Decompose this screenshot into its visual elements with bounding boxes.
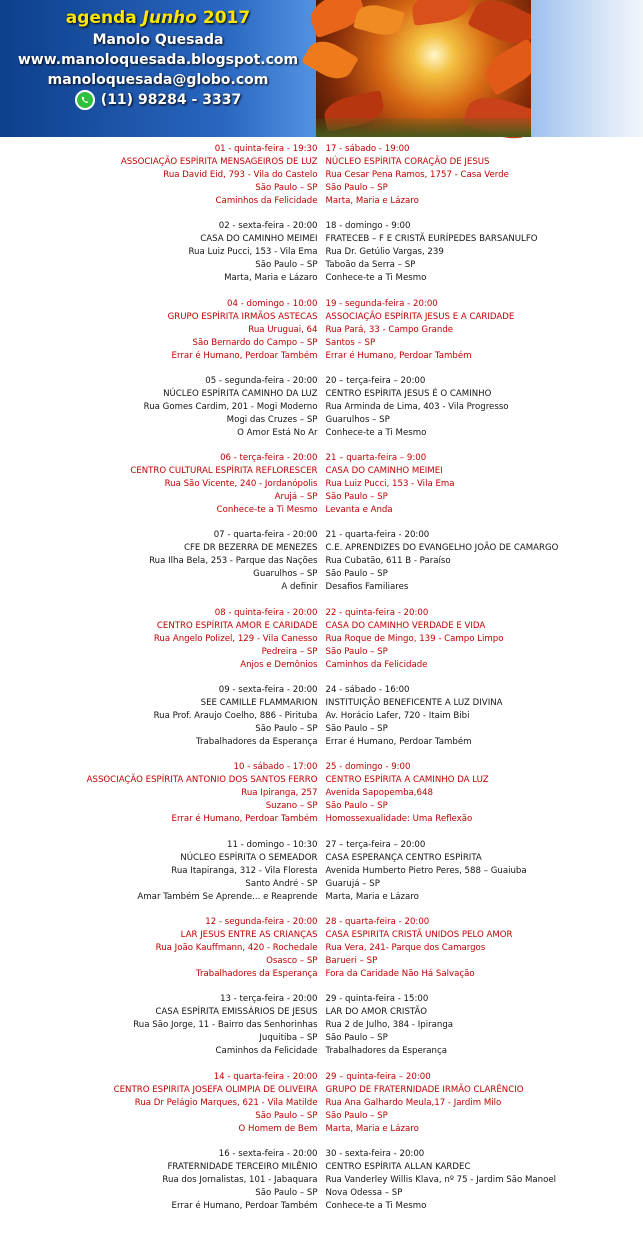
event-city: Nova Odessa – SP: [325, 1187, 403, 1198]
event-theme: Conhece-te a Ti Mesmo: [325, 273, 427, 284]
event-date: 07 - quarta-feira - 20:00: [213, 530, 318, 541]
event-date: 18 - domingo - 9:00: [325, 221, 411, 232]
event-right: [322, 916, 643, 979]
event-date: 01 - quinta-feira - 19:30: [214, 144, 318, 154]
event-date: 29 - quinta-feira - 15:00: [325, 994, 429, 1005]
event-date: 10 - sábado - 17:00: [233, 762, 318, 773]
event-address: Rua João Kauffmann, 420 - Rochedale: [155, 942, 318, 953]
event-left: [0, 839, 322, 902]
event-date: 24 - sábado - 16:00: [325, 685, 410, 696]
event-city: São Paulo – SP: [255, 1187, 318, 1198]
event-venue: CENTRO ESPÍRITA ALLAN KARDEC: [325, 1161, 471, 1172]
agenda-block: [0, 143, 643, 206]
event-city: Guarulhos – SP: [325, 414, 390, 425]
agenda-block: [0, 220, 643, 284]
event-venue: CFE DR BEZERRA DE MENEZES: [183, 543, 318, 554]
event-address: Rua São Vicente, 240 - Jordanópolis: [164, 479, 318, 490]
event-theme: Conhece-te a Ti Mesmo: [216, 505, 318, 516]
event-theme: Caminhos da Felicidade: [215, 1046, 318, 1057]
event-city: Arujá – SP: [274, 492, 318, 503]
agenda-block: [0, 1148, 643, 1211]
agenda-block: [0, 916, 643, 979]
event-address: Rua Angelo Polizel, 129 - Vila Canesso: [153, 633, 318, 644]
event-address: Rua Ana Galhardo Meula,17 - Jardim Milo: [325, 1097, 502, 1108]
whatsapp-icon: [75, 90, 95, 110]
event-date: 25 - domingo - 9:00: [325, 762, 411, 773]
event-venue: NÚCLEO ESPÍRITA O SEMEADOR: [180, 852, 318, 863]
event-address: Rua 2 de Julho, 384 - Ipiranga: [325, 1020, 454, 1031]
agenda-block: [0, 607, 643, 670]
event-date: 28 - quarta-feira - 20:00: [325, 916, 430, 927]
event-city: Barueri – SP: [325, 955, 378, 966]
event-address: Rua Pará, 33 - Campo Grande: [325, 324, 454, 335]
event-theme: Errar é Humano, Perdoar Também: [171, 350, 318, 361]
event-city: São Paulo – SP: [325, 492, 388, 503]
event-venue: NÚCLEO ESPÍRITA CAMINHO DA LUZ: [163, 388, 318, 399]
event-date: 27 – terça-feira – 20:00: [325, 839, 426, 850]
event-address: Rua Arminda de Lima, 403 - Vila Progresso: [325, 401, 509, 412]
header-banner: [0, 0, 643, 137]
event-theme: Marta, Maria e Lázaro: [224, 273, 318, 284]
event-left: [0, 452, 322, 516]
event-date: 05 - segunda-feira - 20:00: [205, 375, 318, 386]
event-theme: Conhece-te a Ti Mesmo: [325, 1200, 427, 1211]
event-venue: ASSOCIAÇÃO ESPÍRITA ANTONIO DOS SANTOS FERRO: [86, 775, 318, 786]
event-venue: NÚCLEO ESPÍRITA CORAÇÃO DE JESUS: [325, 157, 490, 167]
event-theme: Marta, Maria e Lázaro: [325, 891, 419, 902]
event-city: São Paulo – SP: [255, 1110, 318, 1121]
event-address: Rua Vanderley Willis Klava, nº 75 - Jardim São Manoel: [325, 1174, 557, 1185]
event-date: 02 - sexta-feira - 20:00: [218, 221, 318, 232]
event-address: Av. Horácio Lafer, 720 - Itaim Bibi: [325, 711, 470, 722]
phone-line: [0, 90, 316, 110]
event-venue: LAR DO AMOR CRISTÃO: [325, 1007, 427, 1018]
event-theme: Levanta e Anda: [325, 505, 393, 516]
event-city: São Paulo – SP: [255, 183, 318, 193]
event-city: Guarulhos – SP: [253, 569, 318, 580]
event-left: [0, 916, 322, 979]
event-address: Rua Gomes Cardim, 201 - Mogi Moderno: [143, 401, 318, 412]
event-city: Taboão da Serra – SP: [325, 260, 416, 271]
agenda-block: [0, 839, 643, 902]
title-month: Junho: [142, 8, 197, 28]
agenda-block: [0, 993, 643, 1057]
event-date: 20 – terça-feira – 20:00: [325, 375, 426, 386]
event-venue: FRATECEB – F E CRISTÃ EURÍPEDES BARSANULFO: [325, 234, 538, 245]
event-left: [0, 684, 322, 748]
event-address: Rua Vera, 241- Parque dos Camargos: [325, 942, 486, 953]
event-venue: CASA DO CAMINHO MEIMEI: [200, 234, 318, 245]
agenda-block: [0, 684, 643, 748]
event-address: Rua David Eid, 793 - Vila do Castelo: [163, 170, 318, 180]
event-theme: Errar é Humano, Perdoar Também: [325, 350, 472, 361]
event-theme: O Amor Está No Ar: [237, 427, 318, 438]
event-date: 29 – quinta-feira – 20:00: [325, 1071, 431, 1082]
event-address: Rua Ilha Bela, 253 - Parque das Nações: [149, 556, 318, 567]
event-address: Rua Cesar Pena Ramos, 1757 - Casa Verde: [325, 170, 509, 180]
event-city: São Paulo – SP: [325, 724, 388, 735]
event-city: Suzano – SP: [265, 801, 318, 812]
event-city: São Paulo – SP: [325, 646, 388, 657]
event-theme: Trabalhadores da Esperança: [196, 968, 318, 979]
event-date: 17 - sábado - 19:00: [325, 144, 410, 154]
event-city: São Paulo – SP: [325, 1033, 388, 1044]
event-date: 19 - segunda-feira - 20:00: [325, 298, 438, 309]
event-venue: CASA ESPIRITA CRISTÃ UNIDOS PELO AMOR: [325, 929, 513, 940]
event-right: [322, 607, 643, 670]
event-venue: ASSOCIAÇÃO ESPÍRITA MENSAGEIROS DE LUZ: [120, 157, 318, 167]
event-venue: CASA ESPÍRITA EMISSÁRIOS DE JESUS: [155, 1007, 318, 1018]
event-theme: Errar é Humano, Perdoar Também: [325, 737, 472, 748]
event-left: [0, 1071, 322, 1134]
event-city: São Paulo – SP: [325, 569, 388, 580]
event-date: 16 - sexta-feira - 20:00: [218, 1148, 318, 1159]
phone-number: (11) 98284 - 3337: [100, 92, 242, 108]
event-right: [322, 1148, 643, 1211]
agenda-block: [0, 761, 643, 825]
event-right: [322, 143, 643, 206]
event-date: 08 - quinta-feira - 20:00: [214, 607, 318, 618]
event-city: Pedreira – SP: [261, 646, 318, 657]
event-city: Santo André - SP: [245, 878, 318, 889]
event-theme: Errar é Humano, Perdoar Também: [171, 814, 318, 825]
event-date: 06 - terça-feira - 20:00: [220, 453, 318, 464]
event-venue: CENTRO ESPÍRITA JESUS É O CAMINHO: [325, 388, 492, 399]
event-theme: Anjos e Demônios: [240, 659, 318, 670]
event-date: 21 – quarta-feira – 9:00: [325, 453, 427, 464]
event-address: Rua Luiz Pucci, 153 - Vila Ema: [188, 247, 318, 258]
event-date: 09 - sexta-feira - 20:00: [218, 685, 318, 696]
event-left: [0, 298, 322, 361]
event-date: 04 - domingo - 10:00: [227, 298, 318, 309]
blog-url[interactable]: www.manoloquesada.blogspot.com: [17, 52, 299, 68]
event-theme: Desafios Familiares: [325, 582, 409, 593]
event-venue: GRUPO DE FRATERNIDADE IRMÃO CLARÊNCIO: [325, 1084, 524, 1095]
event-venue: FRATERNIDADE TERCEIRO MILÊNIO: [167, 1161, 318, 1172]
event-address: Rua Itapiranga, 312 - Vila Floresta: [171, 865, 318, 876]
event-theme: Amar Também Se Aprende... e Reaprende: [137, 891, 318, 902]
header-text: [0, 6, 316, 110]
event-city: São Paulo – SP: [255, 724, 318, 735]
event-left: [0, 607, 322, 670]
event-venue: CENTRO CULTURAL ESPÍRITA REFLORESCER: [130, 466, 318, 477]
event-city: Mogi das Cruzes – SP: [226, 414, 318, 425]
event-right: [322, 839, 643, 902]
event-city: Osasco – SP: [266, 955, 318, 966]
event-city: São Paulo – SP: [325, 801, 388, 812]
event-venue: C.E. APRENDIZES DO EVANGELHO JOÃO DE CAMARGO: [325, 543, 559, 554]
event-theme: Caminhos da Felicidade: [325, 659, 428, 670]
event-venue: CENTRO ESPÍRITA AMOR E CARIDADE: [156, 620, 318, 631]
event-right: [322, 993, 643, 1057]
event-address: Avenida Humberto Pietro Peres, 588 – Guaiuba: [325, 865, 527, 876]
event-address: Rua Dr. Getúlio Vargas, 239: [325, 247, 444, 258]
page-title: [0, 6, 316, 30]
event-venue: CASA ESPERANÇA CENTRO ESPÍRITA: [325, 852, 482, 863]
event-right: [322, 375, 643, 438]
event-left: [0, 375, 322, 438]
event-theme: Errar é Humano, Perdoar Também: [171, 1200, 318, 1211]
agenda-block: [0, 1071, 643, 1134]
event-theme: A definir: [281, 582, 318, 593]
agenda-block: [0, 298, 643, 361]
event-right: [322, 452, 643, 516]
event-address: Rua Dr Pelágio Marques, 621 - Vila Matilde: [134, 1097, 318, 1108]
event-venue: SEE CAMILLE FLAMMARION: [200, 698, 318, 709]
event-address: Rua São Jorge, 11 - Bairro das Senhorinhas: [133, 1020, 318, 1031]
event-left: [0, 143, 322, 206]
event-date: 13 - terça-feira - 20:00: [220, 994, 318, 1005]
title-year: 2017: [202, 8, 251, 28]
event-left: [0, 761, 322, 825]
event-theme: Conhece-te a Ti Mesmo: [325, 427, 427, 438]
event-theme: Marta, Maria e Lázaro: [325, 1123, 419, 1134]
agenda-block: [0, 452, 643, 516]
event-venue: INSTITUIÇÃO BENEFICENTE A LUZ DIVINA: [325, 698, 503, 709]
event-right: [322, 529, 643, 593]
event-date: 30 - sexta-feira - 20:00: [325, 1148, 425, 1159]
agenda-block: [0, 375, 643, 438]
event-left: [0, 220, 322, 284]
event-theme: Homossexualidade: Uma Reflexão: [325, 814, 473, 825]
event-city: São Paulo – SP: [255, 260, 318, 271]
event-address: Rua dos Jornalistas, 101 - Jabaquara: [162, 1174, 318, 1185]
event-date: 12 - segunda-feira - 20:00: [205, 916, 318, 927]
event-left: [0, 1148, 322, 1211]
event-venue: GRUPO ESPÍRITA IRMÃOS ASTECAS: [167, 311, 318, 322]
event-date: 14 - quarta-feira - 20:00: [213, 1071, 318, 1082]
event-address: Rua Prof. Araujo Coelho, 886 - Pirituba: [153, 711, 318, 722]
event-right: [322, 298, 643, 361]
agenda-block: [0, 529, 643, 593]
event-address: Avenida Sapopemba,648: [325, 788, 433, 799]
event-theme: Fora da Caridade Não Há Salvação: [325, 968, 475, 979]
title-prefix: agenda: [65, 8, 137, 28]
event-venue: CENTRO ESPÍRITA A CAMINHO DA LUZ: [325, 775, 489, 786]
event-theme: Trabalhadores da Esperança: [325, 1046, 447, 1057]
header-sky-fade: [531, 0, 643, 137]
agenda-list: [0, 143, 643, 1225]
event-city: Guarujá – SP: [325, 878, 380, 889]
event-city: São Bernardo do Campo – SP: [192, 337, 318, 348]
author-name: Manolo Quesada: [92, 32, 224, 48]
event-city: Santos – SP: [325, 337, 376, 348]
event-venue: ASSOCIAÇÃO ESPÍRITA JESUS E A CARIDADE: [325, 311, 515, 322]
event-venue: CASA DO CAMINHO VERDADE E VIDA: [325, 620, 486, 631]
event-venue: CENTRO ESPIRITA JOSEFA OLIMPIA DE OLIVEIRA: [113, 1084, 318, 1095]
event-theme: O Homem de Bem: [238, 1123, 318, 1134]
event-right: [322, 220, 643, 284]
event-address: Rua Uruguai, 64: [248, 324, 318, 335]
autumn-leaves-photo: [316, 0, 531, 137]
event-city: Juquitiba – SP: [259, 1033, 318, 1044]
event-left: [0, 993, 322, 1057]
event-address: Rua Luiz Pucci, 153 - Vila Ema: [325, 479, 455, 490]
event-right: [322, 684, 643, 748]
event-city: São Paulo – SP: [325, 1110, 388, 1121]
event-venue: LAR JESUS ENTRE AS CRIANÇAS: [180, 929, 318, 940]
event-left: [0, 529, 322, 593]
event-theme: Trabalhadores da Esperança: [196, 737, 318, 748]
email-address[interactable]: manoloquesada@globo.com: [47, 72, 269, 88]
event-date: 11 - domingo - 10:30: [227, 839, 318, 850]
event-theme: Marta, Maria e Lázaro: [325, 196, 419, 206]
event-right: [322, 1071, 643, 1134]
event-venue: CASA DO CAMINHO MEIMEI: [325, 466, 443, 477]
event-city: São Paulo – SP: [325, 183, 388, 193]
event-address: Rua Ipiranga, 257: [241, 788, 318, 799]
event-theme: Caminhos da Felicidade: [215, 196, 318, 206]
event-address: Rua Cubatão, 611 B - Paraíso: [325, 556, 451, 567]
event-right: [322, 761, 643, 825]
event-date: 21 - quarta-feira - 20:00: [325, 530, 430, 541]
event-address: Rua Roque de Mingo, 139 - Campo Limpo: [325, 633, 504, 644]
event-date: 22 - quinta-feira - 20:00: [325, 607, 429, 618]
